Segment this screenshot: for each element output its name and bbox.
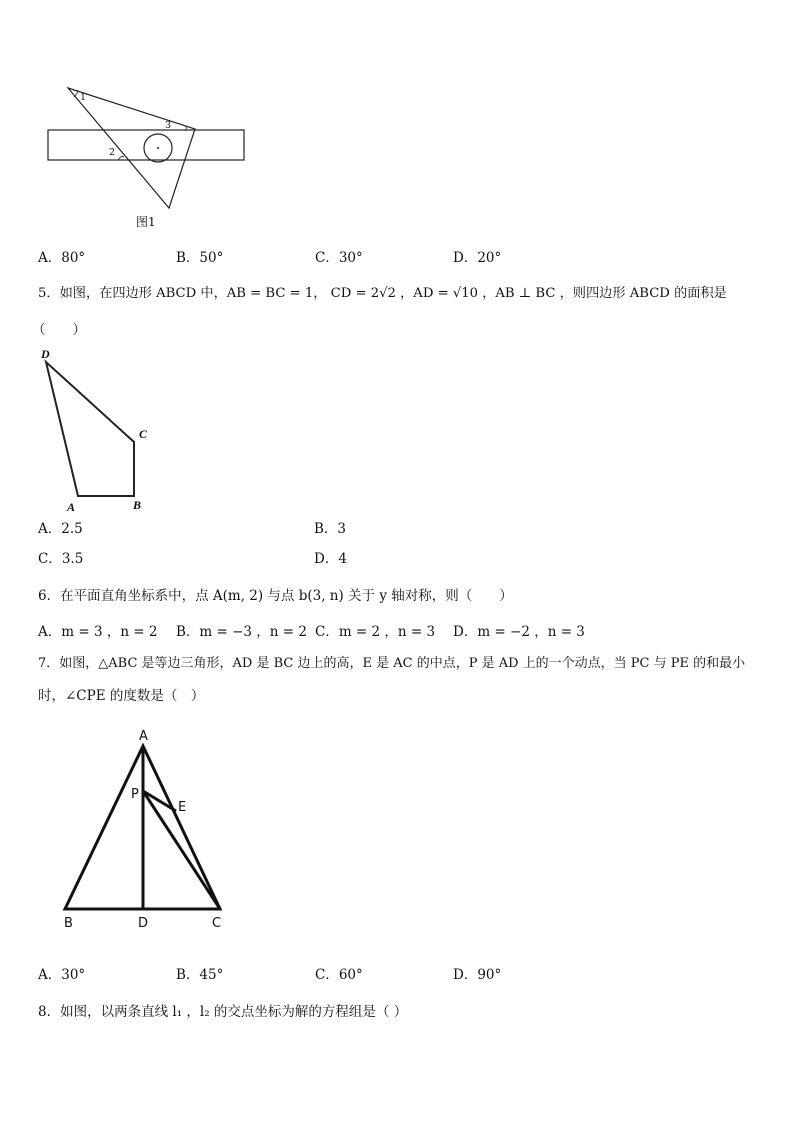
q4-option-b: B．50°	[176, 250, 224, 266]
q4-option-a: A．80°	[38, 250, 86, 266]
q5-option-c: C．3.5	[38, 551, 84, 567]
q6-option-c: C．m = 2 ，n = 3	[315, 624, 436, 640]
q7-option-a: A．30°	[38, 967, 86, 983]
fig1-angle-label-1: 1	[80, 92, 87, 103]
q7-label-a: A	[139, 729, 148, 744]
q5-answer-paren: （ ）	[32, 322, 86, 338]
q6-question-text: 6．在平面直角坐标系中，点 A(m, 2) 与点 b(3, n) 关于 y 轴对称，则（ ）	[38, 588, 513, 604]
q5-label-a: A	[67, 500, 76, 514]
fig1-caption: 图1	[136, 215, 156, 229]
q7-label-e: E	[178, 800, 187, 815]
q4-option-d: D．20°	[453, 250, 502, 266]
q4-option-c: C．30°	[315, 250, 363, 266]
q7-question-line-1: 7．如图，△ABC 是等边三角形，AD 是 BC 边上的高，E 是 AC 的中点，P 是 AD 上的一个动点，当 PC 与 PE 的和最小	[38, 656, 746, 671]
q5-option-a: A．2.5	[38, 521, 83, 537]
q7-label-p: P	[131, 787, 139, 802]
q5-label-c: C	[139, 427, 148, 441]
q7-label-c: C	[212, 916, 222, 931]
q5-option-b: B．3	[314, 521, 347, 537]
q5-label-b: B	[133, 498, 142, 512]
q7-option-b: B．45°	[176, 967, 224, 983]
q7-label-b: B	[64, 916, 73, 931]
q6-option-d: D．m = −2 ，n = 3	[453, 624, 585, 640]
q7-label-d: D	[138, 916, 149, 931]
q7-option-d: D．90°	[453, 967, 502, 983]
q6-option-a: A．m = 3 ，n = 2	[38, 624, 158, 640]
q7-option-c: C．60°	[315, 967, 363, 983]
q8-question-text: 8．如图，以两条直线 l₁ ，l₂ 的交点坐标为解的方程组是（ ）	[38, 1004, 408, 1020]
q5-question-text: 5．如图，在四边形 ABCD 中，AB = BC = 1， CD = 2√2 ，AD = √10 ，AB ⊥ BC ，则四边形 ABCD 的面积是	[38, 286, 727, 301]
fig1-angle-label-2: 2	[109, 147, 116, 158]
q6-option-b: B．m = −3 ，n = 2	[176, 624, 307, 640]
fig1-angle-label-3: 3	[165, 120, 172, 131]
q5-label-d: D	[41, 347, 50, 361]
q5-option-d: D．4	[314, 551, 347, 567]
q7-question-line-2: 时，∠CPE 的度数是（ ）	[38, 688, 205, 704]
